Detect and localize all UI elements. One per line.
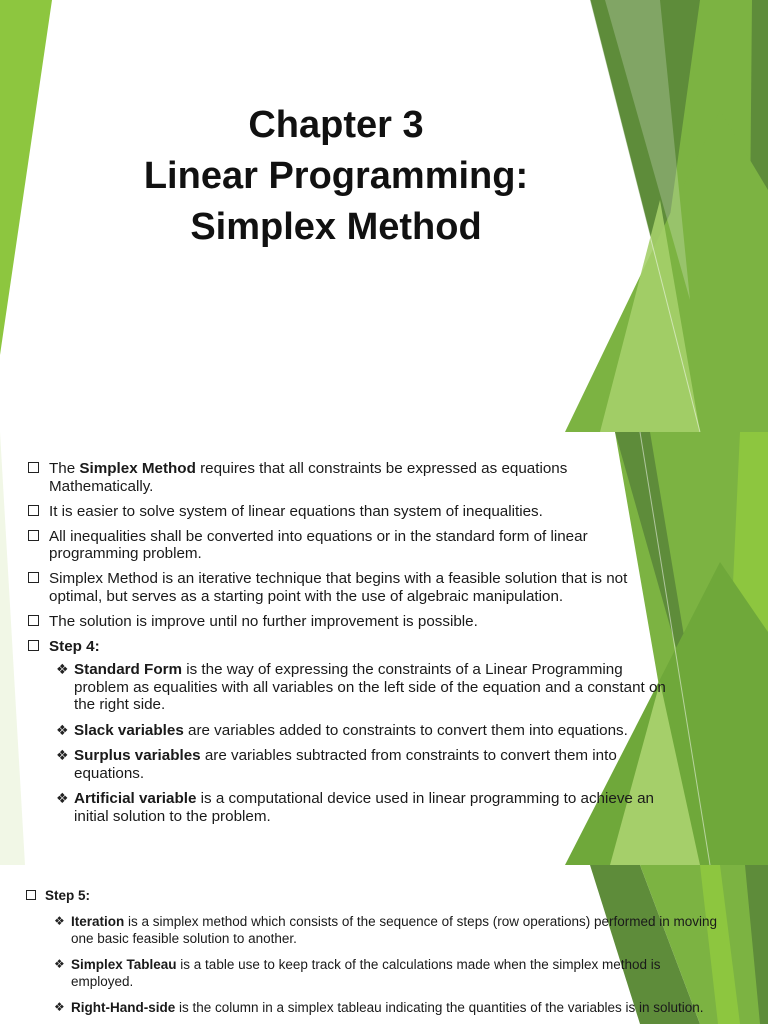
diamond-bullet-icon: ❖ <box>56 790 69 806</box>
sub-bullet-list <box>45 913 726 1016</box>
diamond-bullet-icon: ❖ <box>56 721 69 738</box>
diamond-bullet-icon: ❖ <box>54 1000 65 1014</box>
diamond-bullet-icon: ❖ <box>56 661 69 677</box>
content-slide-step4 <box>0 432 768 865</box>
diamond-bullet-icon: ❖ <box>54 957 65 971</box>
sub-bullet-list <box>49 661 668 825</box>
diamond-bullet-icon: ❖ <box>56 747 69 763</box>
bullet-item: The Simplex Method requires that all constraints be expressed as equations Mathematically. <box>28 460 668 495</box>
bullet-item-step4: Step 4: ❖ Standard Form is the way of expressing the constraints of a Linear Programming problem as equalities with all variables on the left side of the equation and a constant on the right side. ❖ Slack variables are variables added to constraints to convert them into equations. ❖ Surplus variables are variables subtracted from constraints to convert them into equations. ❖ Artificial variable is a computational device used in linear programming to achieve an initial solution to the problem. <box>28 638 668 826</box>
bullet-item-step5: Step 5: ❖ Iteration is a simplex method which consists of the sequence of steps (row operations) performed in moving one basic feasible solution to another. ❖ Simplex Tableau is a table use to keep track of the calculations made when the simplex method is employed. ❖ Right-Hand-side is the column in a simplex tableau indicating the quantities of the variables is in solution. <box>26 887 726 1016</box>
sub-bullet-item: ❖ Slack variables are variables added to constraints to convert them into equations. <box>56 721 628 739</box>
slide-title <box>0 100 672 253</box>
bullet-item: All inequalities shall be converted into equations or in the standard form of linear programming problem. <box>28 528 668 563</box>
title-slide <box>0 0 768 432</box>
checkbox-bullet-icon <box>26 890 36 900</box>
checkbox-bullet-icon <box>28 530 39 541</box>
sub-bullet-item: ❖ Surplus variables are variables subtracted from constraints to convert them into equations. <box>56 747 617 782</box>
sub-bullet-item: ❖ Simplex Tableau is a table use to keep track of the calculations made when the simplex method is employed. <box>54 957 661 989</box>
checkbox-bullet-icon <box>28 462 39 473</box>
sub-bullet-item: ❖ Standard Form is the way of expressing the constraints of a Linear Programming problem as equalities with all variables on the left side of the equation and a constant on the right side. <box>56 661 666 713</box>
diamond-bullet-icon: ❖ <box>54 914 65 928</box>
checkbox-bullet-icon <box>28 572 39 583</box>
title-topic: Linear Programming: <box>143 155 529 197</box>
sub-bullet-item: ❖ Iteration is a simplex method which consists of the sequence of steps (row operations) performed in moving one basic feasible solution to another. <box>54 914 718 946</box>
sub-bullet-item: ❖ Artificial variable is a computational device used in linear programming to achieve an initial solution to the problem. <box>56 790 654 825</box>
title-subtopic: Simplex Method <box>190 206 482 248</box>
bullet-item: The solution is improve until no further improvement is possible. <box>28 613 668 631</box>
checkbox-bullet-icon <box>28 615 39 626</box>
checkbox-bullet-icon <box>28 505 39 516</box>
content-slide-step5 <box>0 865 768 1024</box>
checkbox-bullet-icon <box>28 640 39 651</box>
bullet-item: It is easier to solve system of linear equations than system of inequalities. <box>28 503 668 521</box>
title-chapter: Chapter 3 <box>248 104 424 146</box>
main-bullet-list <box>28 460 668 833</box>
sub-bullet-item: ❖ Right-Hand-side is the column in a simplex tableau indicating the quantities of the variables is in solution. <box>54 1000 704 1015</box>
bullet-item: Simplex Method is an iterative technique that begins with a feasible solution that is not optimal, but serves as a starting point with the use of algebraic manipulation. <box>28 570 668 605</box>
step5-bullet-list <box>26 887 726 1024</box>
